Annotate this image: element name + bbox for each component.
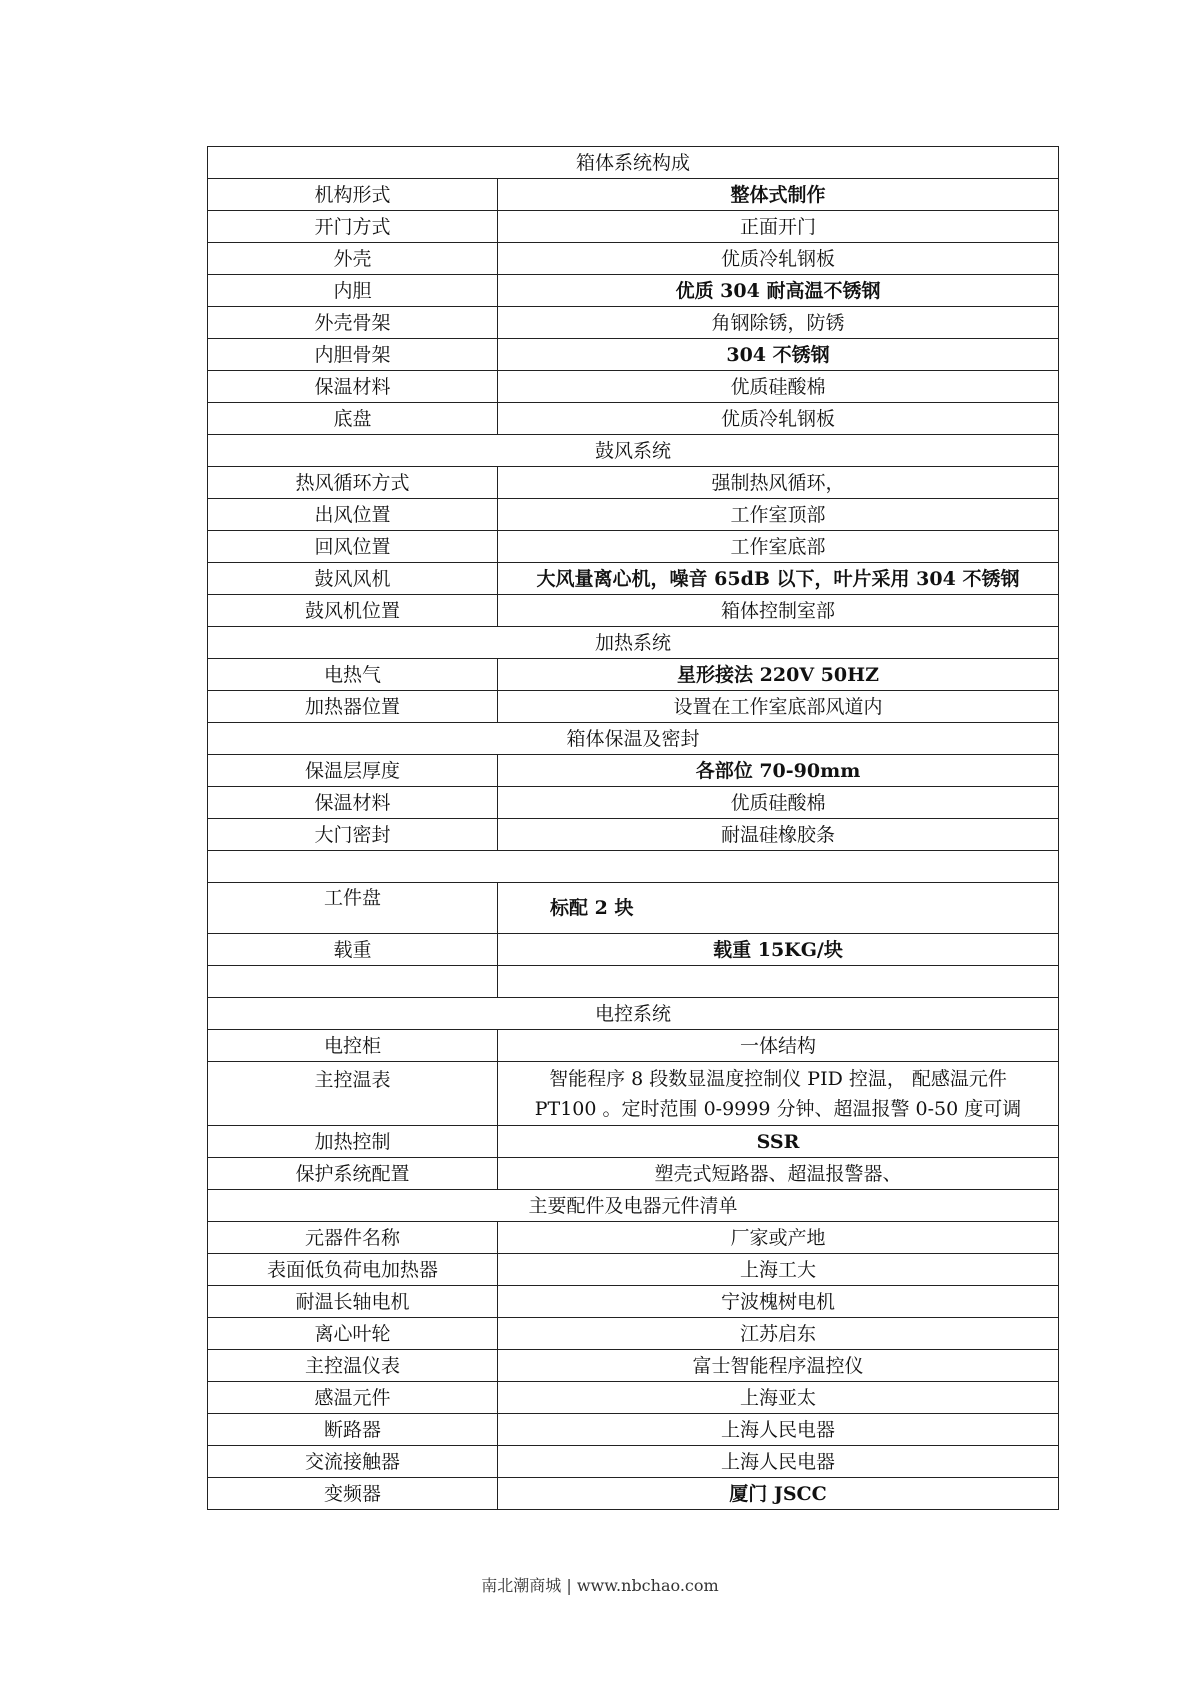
row-value: 大风量离心机，噪音 65dB 以下，叶片采用 304 不锈钢 bbox=[498, 563, 1059, 595]
empty-row bbox=[208, 851, 1059, 883]
footer-source[interactable]: 南北潮商城 | www.nbchao.com bbox=[481, 1576, 719, 1595]
part-name: 断路器 bbox=[208, 1414, 498, 1446]
part-name: 元器件名称 bbox=[208, 1222, 498, 1254]
row-value: 工作室底部 bbox=[498, 531, 1059, 563]
empty-cell bbox=[208, 851, 1059, 883]
section-title-blower: 鼓风系统 bbox=[208, 435, 1059, 467]
part-name: 交流接触器 bbox=[208, 1446, 498, 1478]
table-row bbox=[208, 307, 1059, 339]
row-label: 鼓风风机 bbox=[208, 563, 498, 595]
row-value-line: PT100 。定时范围 0-9999 分钟、超温报警 0-50 度可调 bbox=[534, 1097, 1022, 1120]
table-row bbox=[208, 819, 1059, 851]
row-label: 内胆骨架 bbox=[208, 339, 498, 371]
table-row bbox=[208, 275, 1059, 307]
row-label: 主控温表 bbox=[208, 1062, 498, 1126]
table-row bbox=[208, 467, 1059, 499]
table-row bbox=[208, 1222, 1059, 1254]
row-label: 开门方式 bbox=[208, 211, 498, 243]
row-value: 塑壳式短路器、超温报警器、 bbox=[498, 1158, 1059, 1190]
section-row bbox=[208, 723, 1059, 755]
table-row bbox=[208, 499, 1059, 531]
part-source: 上海亚太 bbox=[498, 1382, 1059, 1414]
row-value bbox=[498, 1062, 1059, 1126]
table-row bbox=[208, 787, 1059, 819]
table-row bbox=[208, 934, 1059, 966]
table-row bbox=[208, 1318, 1059, 1350]
row-label: 工件盘 bbox=[208, 883, 498, 934]
table-row bbox=[208, 243, 1059, 275]
section-row bbox=[208, 627, 1059, 659]
row-label: 机构形式 bbox=[208, 179, 498, 211]
part-source: 宁波槐树电机 bbox=[498, 1286, 1059, 1318]
part-source: 上海人民电器 bbox=[498, 1414, 1059, 1446]
part-name: 离心叶轮 bbox=[208, 1318, 498, 1350]
row-label: 保温材料 bbox=[208, 371, 498, 403]
row-label: 电热气 bbox=[208, 659, 498, 691]
table-row bbox=[208, 1446, 1059, 1478]
row-value: 耐温硅橡胶条 bbox=[498, 819, 1059, 851]
table-row bbox=[208, 755, 1059, 787]
section-title-electrical: 电控系统 bbox=[208, 998, 1059, 1030]
part-name: 耐温长轴电机 bbox=[208, 1286, 498, 1318]
row-value: 各部位 70-90mm bbox=[498, 755, 1059, 787]
row-label: 外壳骨架 bbox=[208, 307, 498, 339]
row-value: 优质硅酸棉 bbox=[498, 787, 1059, 819]
spec-table bbox=[207, 146, 1059, 1510]
row-value: 星形接法 220V 50HZ bbox=[498, 659, 1059, 691]
row-value: 优质冷轧钢板 bbox=[498, 243, 1059, 275]
section-row bbox=[208, 998, 1059, 1030]
part-source: 厂家或产地 bbox=[498, 1222, 1059, 1254]
row-label: 热风循环方式 bbox=[208, 467, 498, 499]
part-source: 厦门 JSCC bbox=[498, 1478, 1059, 1510]
table-row bbox=[208, 403, 1059, 435]
row-value: 正面开门 bbox=[498, 211, 1059, 243]
part-source: 江苏启东 bbox=[498, 1318, 1059, 1350]
part-name: 变频器 bbox=[208, 1478, 498, 1510]
row-label: 回风位置 bbox=[208, 531, 498, 563]
row-value: 一体结构 bbox=[498, 1030, 1059, 1062]
table-row bbox=[208, 211, 1059, 243]
table-row bbox=[208, 1350, 1059, 1382]
table-row bbox=[208, 1062, 1059, 1126]
table-row bbox=[208, 691, 1059, 723]
table-row bbox=[208, 1286, 1059, 1318]
part-name: 感温元件 bbox=[208, 1382, 498, 1414]
row-label: 电控柜 bbox=[208, 1030, 498, 1062]
row-label: 内胆 bbox=[208, 275, 498, 307]
row-label: 保护系统配置 bbox=[208, 1158, 498, 1190]
table-row bbox=[208, 1030, 1059, 1062]
row-value: 角钢除锈，防锈 bbox=[498, 307, 1059, 339]
empty-cell bbox=[498, 966, 1059, 998]
section-title-parts: 主要配件及电器元件清单 bbox=[208, 1190, 1059, 1222]
section-title-heating: 加热系统 bbox=[208, 627, 1059, 659]
empty-row bbox=[208, 966, 1059, 998]
table-row bbox=[208, 339, 1059, 371]
table-row bbox=[208, 563, 1059, 595]
table-row bbox=[208, 659, 1059, 691]
row-value: 箱体控制室部 bbox=[498, 595, 1059, 627]
section-title-insulation: 箱体保温及密封 bbox=[208, 723, 1059, 755]
row-label: 大门密封 bbox=[208, 819, 498, 851]
table-row bbox=[208, 1478, 1059, 1510]
table-row bbox=[208, 1158, 1059, 1190]
section-row bbox=[208, 435, 1059, 467]
row-value: 整体式制作 bbox=[498, 179, 1059, 211]
row-value: 优质硅酸棉 bbox=[498, 371, 1059, 403]
row-label: 外壳 bbox=[208, 243, 498, 275]
row-value: 强制热风循环， bbox=[498, 467, 1059, 499]
row-label: 载重 bbox=[208, 934, 498, 966]
row-label: 底盘 bbox=[208, 403, 498, 435]
empty-cell bbox=[208, 966, 498, 998]
row-value: 标配 2 块 bbox=[498, 883, 1059, 934]
table-row bbox=[208, 371, 1059, 403]
row-label: 加热控制 bbox=[208, 1126, 498, 1158]
table-row bbox=[208, 1414, 1059, 1446]
row-value: 设置在工作室底部风道内 bbox=[498, 691, 1059, 723]
row-value-line: 智能程序 8 段数显温度控制仪 PID 控温， 配感温元件 bbox=[549, 1067, 1007, 1090]
table-row bbox=[208, 179, 1059, 211]
row-label: 保温层厚度 bbox=[208, 755, 498, 787]
row-value: 优质 304 耐高温不锈钢 bbox=[498, 275, 1059, 307]
table-row bbox=[208, 1382, 1059, 1414]
row-value: 304 不锈钢 bbox=[498, 339, 1059, 371]
section-row bbox=[208, 1190, 1059, 1222]
table-row bbox=[208, 595, 1059, 627]
row-value: 工作室顶部 bbox=[498, 499, 1059, 531]
part-source: 富士智能程序温控仪 bbox=[498, 1350, 1059, 1382]
row-label: 保温材料 bbox=[208, 787, 498, 819]
row-value: 载重 15KG/块 bbox=[498, 934, 1059, 966]
section-title-cabinet: 箱体系统构成 bbox=[208, 147, 1059, 179]
part-source: 上海人民电器 bbox=[498, 1446, 1059, 1478]
row-value: SSR bbox=[498, 1126, 1059, 1158]
table-row bbox=[208, 531, 1059, 563]
section-row bbox=[208, 147, 1059, 179]
part-name: 表面低负荷电加热器 bbox=[208, 1254, 498, 1286]
table-row bbox=[208, 1126, 1059, 1158]
table-row bbox=[208, 883, 1059, 934]
part-source: 上海工大 bbox=[498, 1254, 1059, 1286]
part-name: 主控温仪表 bbox=[208, 1350, 498, 1382]
table-row bbox=[208, 1254, 1059, 1286]
row-label: 鼓风机位置 bbox=[208, 595, 498, 627]
row-label: 加热器位置 bbox=[208, 691, 498, 723]
row-value: 优质冷轧钢板 bbox=[498, 403, 1059, 435]
row-label: 出风位置 bbox=[208, 499, 498, 531]
